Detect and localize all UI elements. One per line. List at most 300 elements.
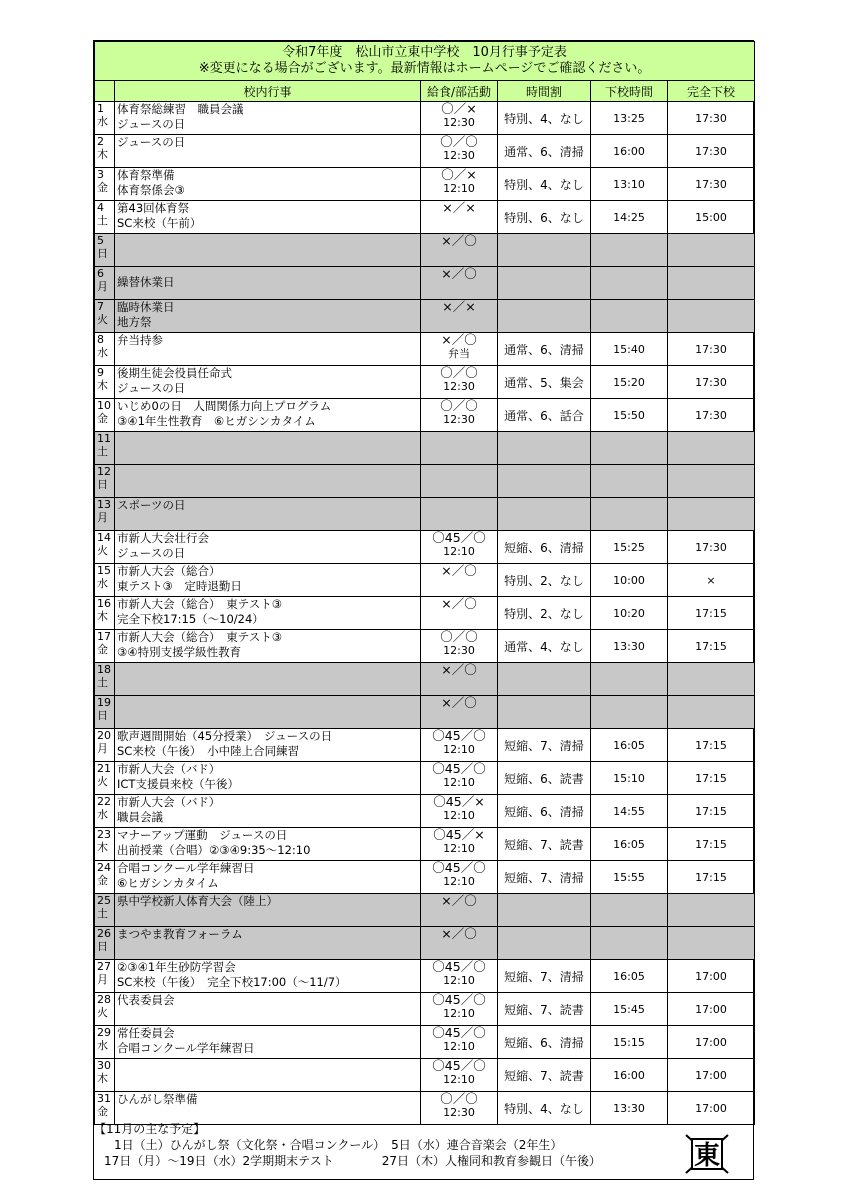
event-line-2: SC来校（午後） 完全下校17:00（～11/7）	[117, 975, 347, 989]
day-cell	[95, 366, 115, 399]
final-dismissal-time	[668, 927, 755, 960]
table-row	[95, 135, 755, 168]
day-number: 8	[97, 333, 104, 346]
weekday: 土	[97, 907, 108, 920]
event-line-2: 地方祭	[117, 315, 152, 329]
lunch-club-cell	[421, 465, 498, 498]
day-number: 30	[97, 1059, 111, 1072]
lunch-time: 12:10	[443, 809, 475, 822]
event-cell	[115, 333, 421, 366]
event-line-2: 職員会議	[117, 810, 163, 824]
event-line-1: 市新人大会（総合） 東テスト③	[117, 597, 283, 611]
dismissal-time: 15:55	[591, 861, 668, 894]
timetable-cell: 特別、4、なし	[498, 102, 591, 135]
dismissal-time: 15:25	[591, 531, 668, 564]
lunch-club-mark: 〇45／〇	[432, 761, 486, 776]
dismissal-time: 16:05	[591, 729, 668, 762]
timetable-cell	[498, 465, 591, 498]
final-dismissal-time	[668, 465, 755, 498]
dismissal-time: 14:55	[591, 795, 668, 828]
dismissal-time	[591, 234, 668, 267]
event-cell	[115, 960, 421, 993]
schedule-sheet	[93, 40, 754, 1180]
lunch-club-cell	[421, 1026, 498, 1059]
table-row	[95, 960, 755, 993]
timetable-cell: 通常、4、なし	[498, 630, 591, 663]
event-line-2: ③④特別支援学級性教育	[117, 645, 242, 659]
lunch-time: 12:30	[443, 413, 475, 426]
event-line-1: 合唱コンクール学年練習日	[117, 861, 255, 875]
weekday: 木	[97, 379, 108, 392]
weekday: 木	[97, 148, 108, 161]
timetable-cell: 短縮、7、清掃	[498, 861, 591, 894]
event-line-1: 市新人大会（バド）	[117, 795, 221, 809]
lunch-time: 12:10	[443, 743, 475, 756]
lunch-club-mark: 〇／〇	[440, 365, 478, 380]
dismissal-time: 15:10	[591, 762, 668, 795]
event-cell	[115, 729, 421, 762]
day-number: 6	[97, 267, 104, 280]
weekday: 金	[97, 874, 108, 887]
table-row	[95, 465, 755, 498]
lunch-club-cell	[421, 234, 498, 267]
event-cell	[115, 267, 421, 300]
page-title: 令和7年度 松山市立東中学校 10月行事予定表	[282, 45, 567, 60]
event-line-1: スポーツの日	[117, 498, 186, 512]
lunch-club-mark: ×／〇	[441, 563, 477, 578]
event-cell	[115, 234, 421, 267]
dismissal-time: 13:25	[591, 102, 668, 135]
dismissal-time: 16:05	[591, 828, 668, 861]
lunch-club-cell	[421, 762, 498, 795]
lunch-club-mark: 〇／×	[441, 101, 477, 116]
timetable-cell: 短縮、7、清掃	[498, 960, 591, 993]
weekday: 土	[97, 214, 108, 227]
lunch-club-cell	[421, 564, 498, 597]
weekday: 火	[97, 313, 108, 326]
table-row	[95, 993, 755, 1026]
event-cell	[115, 894, 421, 927]
day-number: 9	[97, 366, 104, 379]
lunch-time: 弁当	[448, 347, 470, 360]
event-line-1: 臨時休業日	[117, 300, 175, 314]
day-cell	[95, 168, 115, 201]
header-events: 校内行事	[115, 81, 421, 102]
weekday: 木	[97, 1072, 108, 1085]
timetable-cell	[498, 663, 591, 696]
table-row	[95, 564, 755, 597]
lunch-club-cell	[421, 663, 498, 696]
svg-text:東: 東	[693, 1141, 721, 1171]
event-line-1: 市新人大会壮行会	[117, 531, 209, 545]
dismissal-time	[591, 465, 668, 498]
event-line-2: ジュースの日	[117, 117, 186, 131]
timetable-cell	[498, 894, 591, 927]
day-cell	[95, 762, 115, 795]
weekday: 水	[97, 1039, 108, 1052]
event-cell	[115, 861, 421, 894]
event-line-1: ジュースの日	[117, 135, 186, 149]
event-line-1: 後期生徒会役員任命式	[117, 366, 232, 380]
event-line-2: SC来校（午後） 小中陸上合同練習	[117, 744, 300, 758]
dismissal-time: 15:40	[591, 333, 668, 366]
lunch-club-cell	[421, 267, 498, 300]
event-line-2: 体育祭係会③	[117, 183, 185, 197]
weekday: 日	[97, 478, 108, 491]
day-number: 21	[97, 762, 111, 775]
lunch-club-cell	[421, 894, 498, 927]
day-cell	[95, 828, 115, 861]
event-text: 繰替休業日	[117, 275, 175, 289]
dismissal-time: 15:45	[591, 993, 668, 1026]
timetable-cell: 短縮、6、清掃	[498, 1026, 591, 1059]
dismissal-time	[591, 300, 668, 333]
lunch-club-mark: 〇／〇	[440, 398, 478, 413]
november-line-2: 17日（月）～19日（水）2学期期末テスト 27日（木）人権同和教育参観日（午後）	[104, 1154, 601, 1168]
day-cell	[95, 1092, 115, 1125]
timetable-cell: 特別、4、なし	[498, 1092, 591, 1125]
lunch-club-mark: 〇45／×	[433, 794, 485, 809]
lunch-time: 12:30	[443, 644, 475, 657]
lunch-club-mark: 〇45／〇	[432, 1025, 486, 1040]
lunch-time: 12:30	[443, 1106, 475, 1119]
lunch-club-mark: 〇／〇	[440, 1091, 478, 1106]
day-cell	[95, 894, 115, 927]
timetable-cell	[498, 498, 591, 531]
day-cell	[95, 498, 115, 531]
lunch-club-mark: 〇45／〇	[432, 728, 486, 743]
dismissal-time: 14:25	[591, 201, 668, 234]
lunch-club-cell	[421, 333, 498, 366]
day-number: 13	[97, 498, 111, 511]
event-line-1: いじめ0の日 人間関係力向上プログラム	[117, 399, 332, 413]
day-cell	[95, 861, 115, 894]
table-row	[95, 894, 755, 927]
table-row	[95, 234, 755, 267]
final-dismissal-time: 17:30	[668, 102, 755, 135]
day-number: 31	[97, 1092, 111, 1105]
lunch-club-cell	[421, 729, 498, 762]
lunch-time: 12:10	[443, 842, 475, 855]
day-cell	[95, 234, 115, 267]
event-cell	[115, 597, 421, 630]
header-day	[95, 81, 115, 102]
school-logo	[682, 1131, 732, 1177]
table-row	[95, 861, 755, 894]
header-dismissal: 下校時間	[591, 81, 668, 102]
event-line-1: まつやま教育フォーラム	[117, 927, 243, 941]
final-dismissal-time: 17:00	[668, 960, 755, 993]
timetable-cell: 通常、6、清掃	[498, 135, 591, 168]
table-row	[95, 201, 755, 234]
event-cell	[115, 366, 421, 399]
lunch-club-mark: 〇45／〇	[432, 1058, 486, 1073]
weekday: 金	[97, 643, 108, 656]
event-cell	[115, 399, 421, 432]
day-number: 18	[97, 663, 111, 676]
event-line-2: 出前授業（合唱）②③④9:35～12:10	[117, 843, 311, 857]
lunch-club-cell	[421, 366, 498, 399]
dismissal-time: 16:00	[591, 1059, 668, 1092]
event-line-2: ⑥ヒガシンカタイム	[117, 876, 219, 890]
timetable-cell	[498, 927, 591, 960]
lunch-club-mark: ×／〇	[441, 695, 477, 710]
table-row	[95, 762, 755, 795]
day-cell	[95, 465, 115, 498]
event-cell	[115, 102, 421, 135]
event-cell	[115, 927, 421, 960]
table-row	[95, 531, 755, 564]
header-row	[95, 81, 755, 102]
november-plans	[94, 1121, 753, 1169]
lunch-club-cell	[421, 960, 498, 993]
event-line-1: 市新人大会（総合）	[117, 564, 221, 578]
lunch-time: 12:10	[443, 1040, 475, 1053]
event-cell	[115, 1026, 421, 1059]
lunch-club-mark: 〇45／×	[433, 827, 485, 842]
dismissal-time: 10:20	[591, 597, 668, 630]
event-cell	[115, 465, 421, 498]
lunch-time: 12:10	[443, 974, 475, 987]
final-dismissal-time: 17:15	[668, 762, 755, 795]
event-line-1: 歌声週間開始（45分授業） ジュースの日	[117, 729, 333, 743]
weekday: 月	[97, 973, 108, 986]
day-cell	[95, 729, 115, 762]
lunch-time: 12:10	[443, 182, 475, 195]
event-line-2: ジュースの日	[117, 381, 186, 395]
event-cell	[115, 630, 421, 663]
final-dismissal-time: 17:15	[668, 828, 755, 861]
lunch-club-mark: 〇／〇	[440, 629, 478, 644]
lunch-club-cell	[421, 498, 498, 531]
event-line-1: ひんがし祭準備	[117, 1092, 198, 1106]
lunch-club-mark: 〇45／〇	[432, 992, 486, 1007]
final-dismissal-time: 17:15	[668, 630, 755, 663]
day-cell	[95, 1026, 115, 1059]
day-number: 1	[97, 102, 104, 115]
day-number: 3	[97, 168, 104, 181]
final-dismissal-time: 17:15	[668, 729, 755, 762]
lunch-time: 12:10	[443, 1073, 475, 1086]
final-dismissal-time: ×	[668, 564, 755, 597]
table-row	[95, 366, 755, 399]
final-dismissal-time: 15:00	[668, 201, 755, 234]
event-cell	[115, 828, 421, 861]
timetable-cell: 特別、6、なし	[498, 201, 591, 234]
timetable-cell: 短縮、6、清掃	[498, 795, 591, 828]
lunch-club-mark: ×／〇	[441, 926, 477, 941]
day-number: 10	[97, 399, 111, 412]
final-dismissal-time: 17:30	[668, 135, 755, 168]
lunch-club-mark: ×／〇	[441, 266, 477, 281]
day-number: 28	[97, 993, 111, 1006]
table-row	[95, 102, 755, 135]
final-dismissal-time: 17:00	[668, 1092, 755, 1125]
lunch-club-cell	[421, 828, 498, 861]
table-row	[95, 927, 755, 960]
day-cell	[95, 927, 115, 960]
day-cell	[95, 993, 115, 1026]
event-cell	[115, 432, 421, 465]
final-dismissal-time: 17:30	[668, 399, 755, 432]
final-dismissal-time: 17:15	[668, 795, 755, 828]
timetable-cell: 特別、4、なし	[498, 168, 591, 201]
final-dismissal-time	[668, 300, 755, 333]
weekday: 火	[97, 1006, 108, 1019]
event-line-1: 代表委員会	[117, 993, 175, 1007]
weekday: 金	[97, 1105, 108, 1118]
event-line-2: 完全下校17:15（～10/24）	[117, 612, 264, 626]
lunch-club-cell	[421, 399, 498, 432]
lunch-club-cell	[421, 630, 498, 663]
weekday: 水	[97, 115, 108, 128]
table-row	[95, 828, 755, 861]
day-cell	[95, 960, 115, 993]
event-line-2: 東テスト③ 定時退勤日	[117, 579, 242, 593]
timetable-cell	[498, 696, 591, 729]
day-number: 29	[97, 1026, 111, 1039]
final-dismissal-time	[668, 663, 755, 696]
weekday: 火	[97, 544, 108, 557]
table-row	[95, 1026, 755, 1059]
event-line-1: 体育祭準備	[117, 168, 175, 182]
day-cell	[95, 696, 115, 729]
day-number: 11	[97, 432, 111, 445]
dismissal-time: 13:30	[591, 630, 668, 663]
day-number: 15	[97, 564, 111, 577]
day-number: 5	[97, 234, 104, 247]
weekday: 水	[97, 577, 108, 590]
event-cell	[115, 168, 421, 201]
day-number: 24	[97, 861, 111, 874]
dismissal-time	[591, 696, 668, 729]
weekday: 土	[97, 445, 108, 458]
lunch-time: 12:10	[443, 1007, 475, 1020]
table-row	[95, 729, 755, 762]
dismissal-time: 16:00	[591, 135, 668, 168]
weekday: 日	[97, 709, 108, 722]
table-row	[95, 267, 755, 300]
lunch-club-mark: ×／〇	[441, 893, 477, 908]
event-line-1: マナーアップ運動 ジュースの日	[117, 828, 288, 842]
event-cell	[115, 696, 421, 729]
dismissal-time: 15:15	[591, 1026, 668, 1059]
event-line-1: 市新人大会（バド）	[117, 762, 221, 776]
final-dismissal-time: 17:15	[668, 861, 755, 894]
event-line-1: 弁当持参	[117, 333, 163, 347]
dismissal-time: 15:50	[591, 399, 668, 432]
lunch-time: 12:30	[443, 380, 475, 393]
lunch-club-cell	[421, 135, 498, 168]
table-row	[95, 630, 755, 663]
event-line-2: ジュースの日	[117, 546, 186, 560]
timetable-cell: 通常、6、話合	[498, 399, 591, 432]
day-cell	[95, 399, 115, 432]
lunch-club-mark: ×／〇	[441, 662, 477, 677]
dismissal-time: 13:10	[591, 168, 668, 201]
table-row	[95, 498, 755, 531]
dismissal-time	[591, 663, 668, 696]
event-cell	[115, 762, 421, 795]
weekday: 土	[97, 676, 108, 689]
lunch-time: 12:30	[443, 116, 475, 129]
event-line-2: ③④1年生性教育 ⑥ヒガシンカタイム	[117, 414, 316, 428]
lunch-club-cell	[421, 927, 498, 960]
event-cell	[115, 564, 421, 597]
notice-text: ※変更になる場合がございます。最新情報はホームページでご確認ください。	[198, 61, 651, 76]
event-line-1: ②③④1年生砂防学習会	[117, 960, 236, 974]
final-dismissal-time	[668, 267, 755, 300]
event-cell	[115, 498, 421, 531]
timetable-cell: 短縮、7、清掃	[498, 729, 591, 762]
lunch-club-mark: 〇45／〇	[432, 530, 486, 545]
timetable-cell: 通常、6、清掃	[498, 333, 591, 366]
day-number: 27	[97, 960, 111, 973]
lunch-club-cell	[421, 201, 498, 234]
day-cell	[95, 201, 115, 234]
table-row	[95, 399, 755, 432]
day-cell	[95, 300, 115, 333]
timetable-cell: 短縮、7、読書	[498, 828, 591, 861]
event-line-1: 常任委員会	[117, 1026, 175, 1040]
weekday: 金	[97, 412, 108, 425]
timetable-cell: 短縮、6、清掃	[498, 531, 591, 564]
event-cell	[115, 135, 421, 168]
table-row	[95, 432, 755, 465]
title-row	[95, 42, 755, 81]
day-cell	[95, 597, 115, 630]
timetable-cell	[498, 432, 591, 465]
weekday: 水	[97, 346, 108, 359]
day-cell	[95, 1059, 115, 1092]
event-cell	[115, 531, 421, 564]
weekday: 木	[97, 610, 108, 623]
day-cell	[95, 795, 115, 828]
lunch-club-mark: 〇45／〇	[432, 959, 486, 974]
final-dismissal-time: 17:30	[668, 531, 755, 564]
day-cell	[95, 663, 115, 696]
event-line-1: 体育祭総練習 職員会議	[117, 102, 244, 116]
lunch-club-mark: ×／〇	[441, 233, 477, 248]
lunch-club-mark: ×／〇	[441, 332, 477, 347]
day-number: 14	[97, 531, 111, 544]
lunch-club-cell	[421, 432, 498, 465]
dismissal-time: 13:30	[591, 1092, 668, 1125]
lunch-club-cell	[421, 1059, 498, 1092]
final-dismissal-time	[668, 696, 755, 729]
day-cell	[95, 267, 115, 300]
day-cell	[95, 333, 115, 366]
header-final-dismissal: 完全下校	[668, 81, 755, 102]
lunch-club-mark: 〇／×	[441, 167, 477, 182]
final-dismissal-time: 17:15	[668, 597, 755, 630]
final-dismissal-time: 17:00	[668, 1026, 755, 1059]
table-row	[95, 795, 755, 828]
event-line-2: 合唱コンクール学年練習日	[117, 1041, 255, 1055]
day-number: 7	[97, 300, 104, 313]
final-dismissal-time: 17:30	[668, 333, 755, 366]
day-cell	[95, 102, 115, 135]
table-row	[95, 333, 755, 366]
lunch-club-mark: ×／〇	[441, 596, 477, 611]
timetable-cell: 特別、2、なし	[498, 564, 591, 597]
final-dismissal-time	[668, 234, 755, 267]
day-number: 23	[97, 828, 111, 841]
lunch-club-cell	[421, 300, 498, 333]
event-cell	[115, 993, 421, 1026]
table-row	[95, 300, 755, 333]
timetable-cell: 通常、5、集会	[498, 366, 591, 399]
